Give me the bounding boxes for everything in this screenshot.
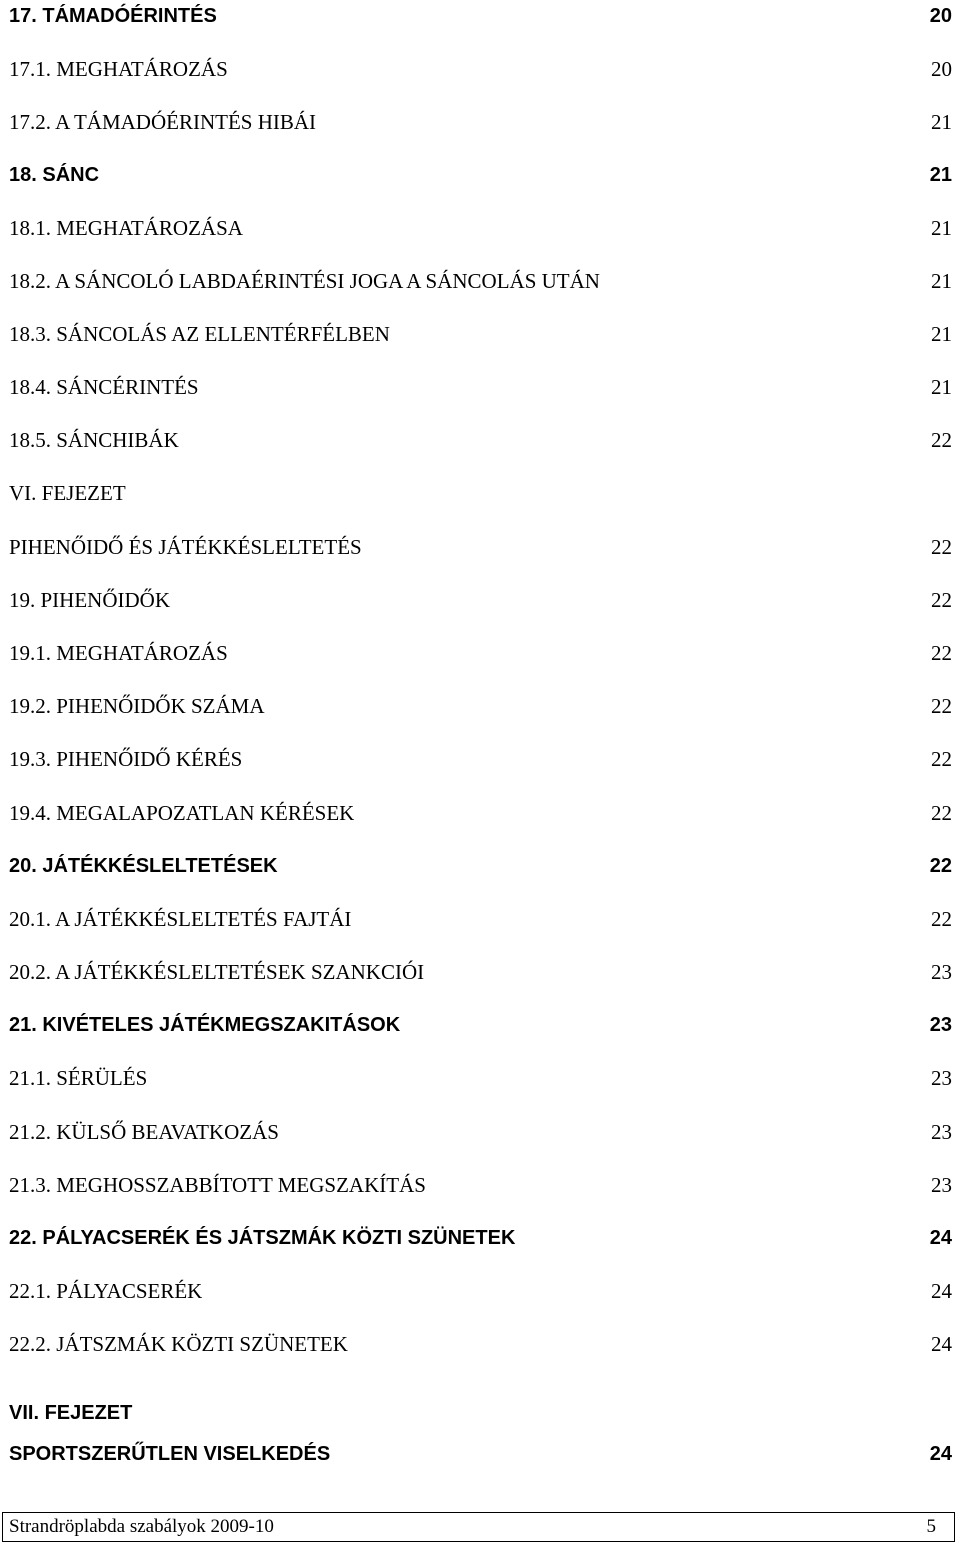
toc-entry (9, 160, 952, 190)
toc-entry (9, 1439, 952, 1469)
toc-entry-page: 22 (931, 801, 952, 825)
toc-entry-text: 17. TÁMADÓÉRINTÉS (9, 5, 217, 27)
toc-entry-page: 24 (931, 1279, 952, 1303)
toc-entry-text: 22.1. PÁLYACSERÉK (9, 1279, 203, 1303)
toc-entry (9, 372, 952, 402)
toc-entry (9, 638, 952, 668)
toc-entry-page: 21 (931, 110, 952, 134)
toc-entry-text: 20.1. A JÁTÉKKÉSLELTETÉS FAJTÁI (9, 907, 352, 931)
toc-entry-text: 18.2. A SÁNCOLÓ LABDAÉRINTÉSI JOGA A SÁNCOLÁS UTÁN (9, 269, 600, 293)
toc-entry-text: 21.2. KÜLSŐ BEAVATKOZÁS (9, 1120, 279, 1144)
toc-entry (9, 1170, 952, 1200)
toc-entry-page: 22 (931, 694, 952, 718)
toc-entry-text: 19. PIHENŐIDŐK (9, 588, 170, 612)
toc-entry (9, 1276, 952, 1306)
toc-entry (9, 532, 952, 562)
toc-entry-page: 21 (931, 216, 952, 240)
toc-entry (9, 319, 952, 349)
toc-entry (9, 54, 952, 84)
toc-entry-page: 21 (929, 164, 952, 186)
toc-entry (9, 213, 952, 243)
toc-entry-page: 23 (931, 960, 952, 984)
toc-entry-text: 21.1. SÉRÜLÉS (9, 1066, 148, 1090)
toc-entry-text: 22. PÁLYACSERÉK ÉS JÁTSZMÁK KÖZTI SZÜNETEK (9, 1227, 516, 1249)
toc-entry-page: 22 (931, 641, 952, 665)
chapter-heading-text: VI. FEJEZET (9, 481, 126, 505)
page-footer (2, 1512, 955, 1542)
toc-entry (9, 1063, 952, 1093)
toc-entry-text: SPORTSZERŰTLEN VISELKEDÉS (9, 1443, 331, 1465)
toc-entry (9, 851, 952, 881)
toc-entry-text: 21.3. MEGHOSSZABBÍTOTT MEGSZAKÍTÁS (9, 1173, 426, 1197)
toc-entry-page: 22 (931, 428, 952, 452)
toc-entry-text: 18.3. SÁNCOLÁS AZ ELLENTÉRFÉLBEN (9, 322, 390, 346)
toc-entry-page: 24 (929, 1443, 952, 1465)
toc-entry-text: 18. SÁNC (9, 164, 100, 186)
toc-entry (9, 585, 952, 615)
toc-entry (9, 904, 952, 934)
chapter-heading-text: VII. FEJEZET (9, 1402, 133, 1424)
toc-entry-page: 21 (931, 269, 952, 293)
toc-entry-page: 24 (931, 1332, 952, 1356)
toc-entry (9, 266, 952, 296)
toc-entry (9, 1329, 952, 1359)
toc-entry-page: 22 (931, 747, 952, 771)
toc-entry (9, 1223, 952, 1253)
footer-document-title: Strandröplabda szabályok 2009-10 (9, 1516, 274, 1537)
toc-entry-page: 23 (931, 1120, 952, 1144)
toc-entry-text: 18.1. MEGHATÁROZÁSA (9, 216, 243, 240)
toc-entry (9, 798, 952, 828)
toc-entry-page: 23 (931, 1066, 952, 1090)
toc-entry-page: 21 (931, 322, 952, 346)
toc-entry-text: 19.3. PIHENŐIDŐ KÉRÉS (9, 747, 243, 771)
toc-entry-page: 20 (929, 5, 952, 27)
toc-entry (9, 691, 952, 721)
toc-entry-page: 22 (929, 855, 952, 877)
toc-entry-page: 21 (931, 375, 952, 399)
chapter-heading (9, 478, 952, 508)
toc-entry-page: 23 (931, 1173, 952, 1197)
chapter-heading (9, 1398, 952, 1428)
toc-entry (9, 744, 952, 774)
toc-entry-text: 17.2. A TÁMADÓÉRINTÉS HIBÁI (9, 110, 317, 134)
toc-entry-text: 20. JÁTÉKKÉSLELTETÉSEK (9, 855, 278, 877)
toc-entry-text: 18.5. SÁNCHIBÁK (9, 428, 179, 452)
toc-entry (9, 957, 952, 987)
toc-entry-text: 19.4. MEGALAPOZATLAN KÉRÉSEK (9, 801, 355, 825)
toc-entry-text: PIHENŐIDŐ ÉS JÁTÉKKÉSLELTETÉS (9, 535, 362, 559)
toc-entry (9, 107, 952, 137)
toc-entry-text: 19.1. MEGHATÁROZÁS (9, 641, 228, 665)
toc-entry-text: 19.2. PIHENŐIDŐK SZÁMA (9, 694, 265, 718)
toc-entry (9, 425, 952, 455)
toc-entry-page: 20 (931, 57, 952, 81)
toc-entry-text: 21. KIVÉTELES JÁTÉKMEGSZAKITÁSOK (9, 1014, 401, 1036)
toc-entry-page: 22 (931, 535, 952, 559)
toc-entry-text: 17.1. MEGHATÁROZÁS (9, 57, 228, 81)
toc-entry (9, 1117, 952, 1147)
toc-entry-page: 22 (931, 907, 952, 931)
footer-page-number: 5 (926, 1516, 936, 1537)
toc-entry-text: 18.4. SÁNCÉRINTÉS (9, 375, 199, 399)
toc-entry-page: 22 (931, 588, 952, 612)
toc-entry (9, 1, 952, 31)
toc-entry (9, 1010, 952, 1040)
toc-entry-page: 23 (929, 1014, 952, 1036)
toc-entry-text: 22.2. JÁTSZMÁK KÖZTI SZÜNETEK (9, 1332, 348, 1356)
toc-entry-text: 20.2. A JÁTÉKKÉSLELTETÉSEK SZANKCIÓI (9, 960, 425, 984)
toc-entry-page: 24 (929, 1227, 952, 1249)
